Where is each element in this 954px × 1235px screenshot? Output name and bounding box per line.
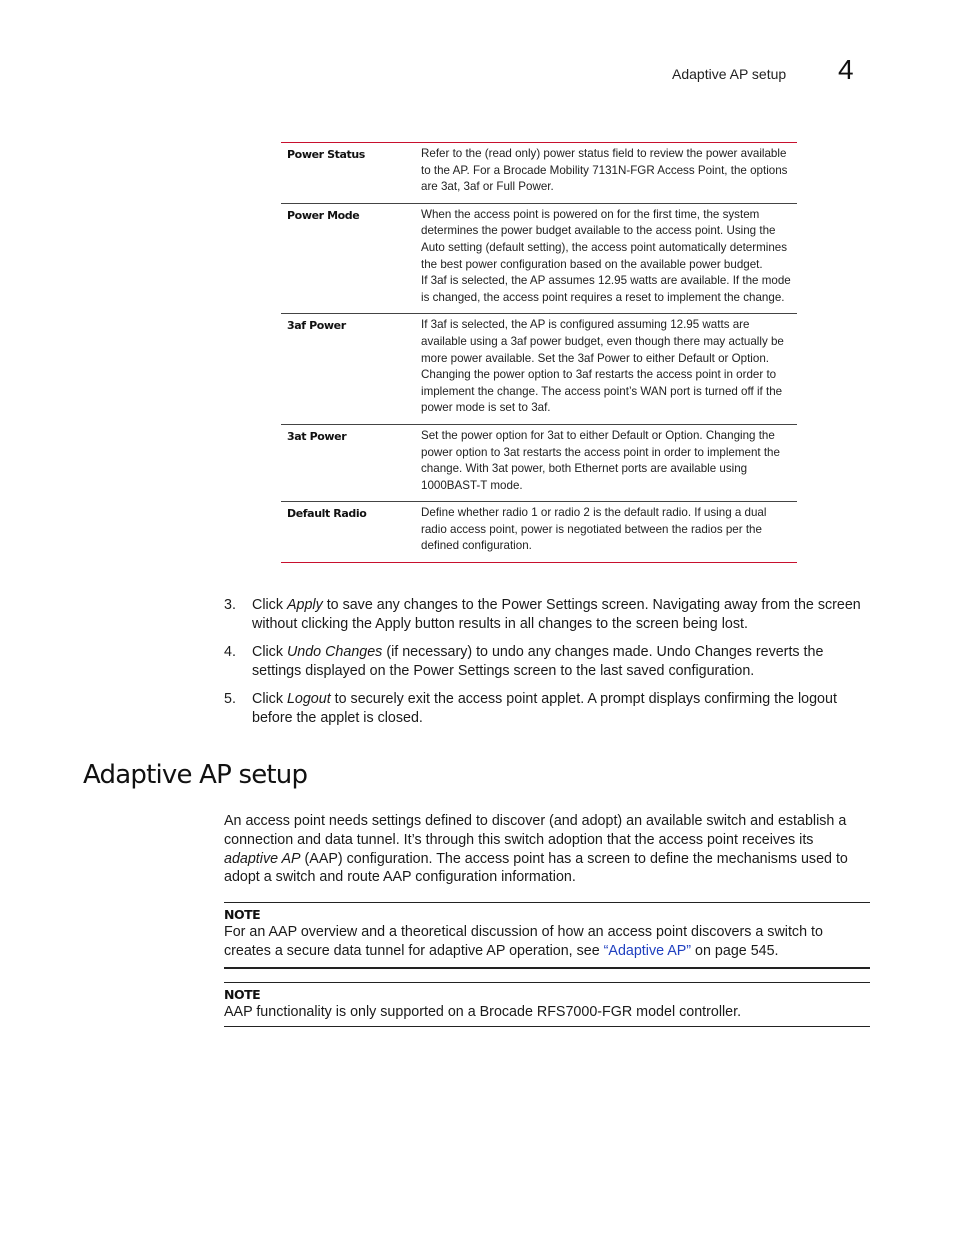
param-name: Power Status [287,148,365,161]
param-description [421,502,791,562]
step-text: (if necessary) to undo any changes made. Undo Changes reverts the settings displayed on the Power Settings screen to the last saved configuration. [252,644,824,679]
step-apply [224,596,874,634]
note-body: on page 545. [691,942,779,959]
note-box [224,902,870,969]
table-row [281,313,797,424]
cross-reference-link[interactable]: “Adaptive AP” [603,942,692,959]
ui-term: Apply [286,597,323,613]
intro-text: An access point needs settings defined to discover (and adopt) an available switch and establish a connection and data tunnel. It’s through this switch adoption that the access point receives its [224,813,847,848]
step-number: 4. [224,644,236,660]
param-name: Default Radio [287,507,367,521]
table-row [281,143,797,203]
param-name: Power Mode [287,208,360,222]
power-settings-table [281,142,797,563]
note-body: For an AAP overview and a theoretical discussion of how an access point discovers a switch to creates a secure data tunnel for adaptive AP operation, see [224,924,823,959]
table-row [281,501,797,562]
table-row [281,424,797,501]
table-row [281,203,797,314]
section-title: Adaptive AP setup [83,760,308,790]
param-description [421,314,791,424]
section-intro [224,812,870,887]
note-box [224,982,870,1027]
ui-term: Undo Changes [286,644,383,660]
procedure-steps [224,596,874,737]
param-name: 3af Power [287,319,346,333]
step-text: to save any changes to the Power Settings screen. Navigating away from the screen without clicking the Apply button results in all changes to the screen being lost. [252,597,861,632]
step-undo-changes [224,643,874,681]
description-paragraph: Refer to the (read only) power status field to review the power available to the AP. For a Brocade Mobility 7131N-FGR Access Point, the options are 3at, 3af or Full Power. [421,147,788,194]
note-label: NOTE [224,907,261,922]
param-description [421,204,791,314]
step-logout [224,690,874,728]
description-paragraph: Define whether radio 1 or radio 2 is the default radio. If using a dual radio access point, power is negotiated between the radios per the defined configuration. [421,506,767,553]
ui-term: Logout [286,691,331,707]
step-text: Click [252,691,287,707]
note-label: NOTE [224,987,261,1002]
step-number: 3. [224,597,236,613]
running-header-title: Adaptive AP setup [672,66,787,82]
param-description [421,425,791,501]
intro-text: (AAP) configuration. The access point has a screen to define the mechanisms used to adopt a switch and route AAP configuration information. [224,850,848,886]
param-name: 3at Power [287,429,347,443]
step-text: Click [252,597,287,613]
step-text: Click [252,644,287,660]
step-number: 5. [224,691,236,707]
param-description [421,143,791,203]
description-paragraph: If 3af is selected, the AP assumes 12.95 watts are available. If the mode is changed, the access point requires a reset to implement the change. [421,274,791,304]
description-paragraph: If 3af is selected, the AP is configured assuming 12.95 watts are available using a 3af power budget, even though there may actually be more power available. Set the 3af Power to either Default or Option. Changing the power option to 3af restarts the access point in order to implement the change. The access point’s WAN port is turned off if the power mode is set to 3af. [421,318,784,415]
step-text: to securely exit the access point applet. A prompt displays confirming the logout before the applet is closed. [252,691,837,726]
intro-term: adaptive AP [224,850,301,867]
description-paragraph: Set the power option for 3at to either Default or Option. Changing the power option to 3at restarts the access point in order to implement the change. With 3at power, both Ethernet ports are available using 1000BAST-T mode. [421,428,780,492]
description-paragraph: When the access point is powered on for the first time, the system determines the power budget available to the access point. Using the Auto setting (default setting), the access point automatically determines the best power configuration based on the available power budget. [421,207,788,271]
note-text [224,923,870,961]
note-text: AAP functionality is only supported on a Brocade RFS7000-FGR model controller. [224,1004,742,1020]
chapter-number: 4 [838,54,854,85]
